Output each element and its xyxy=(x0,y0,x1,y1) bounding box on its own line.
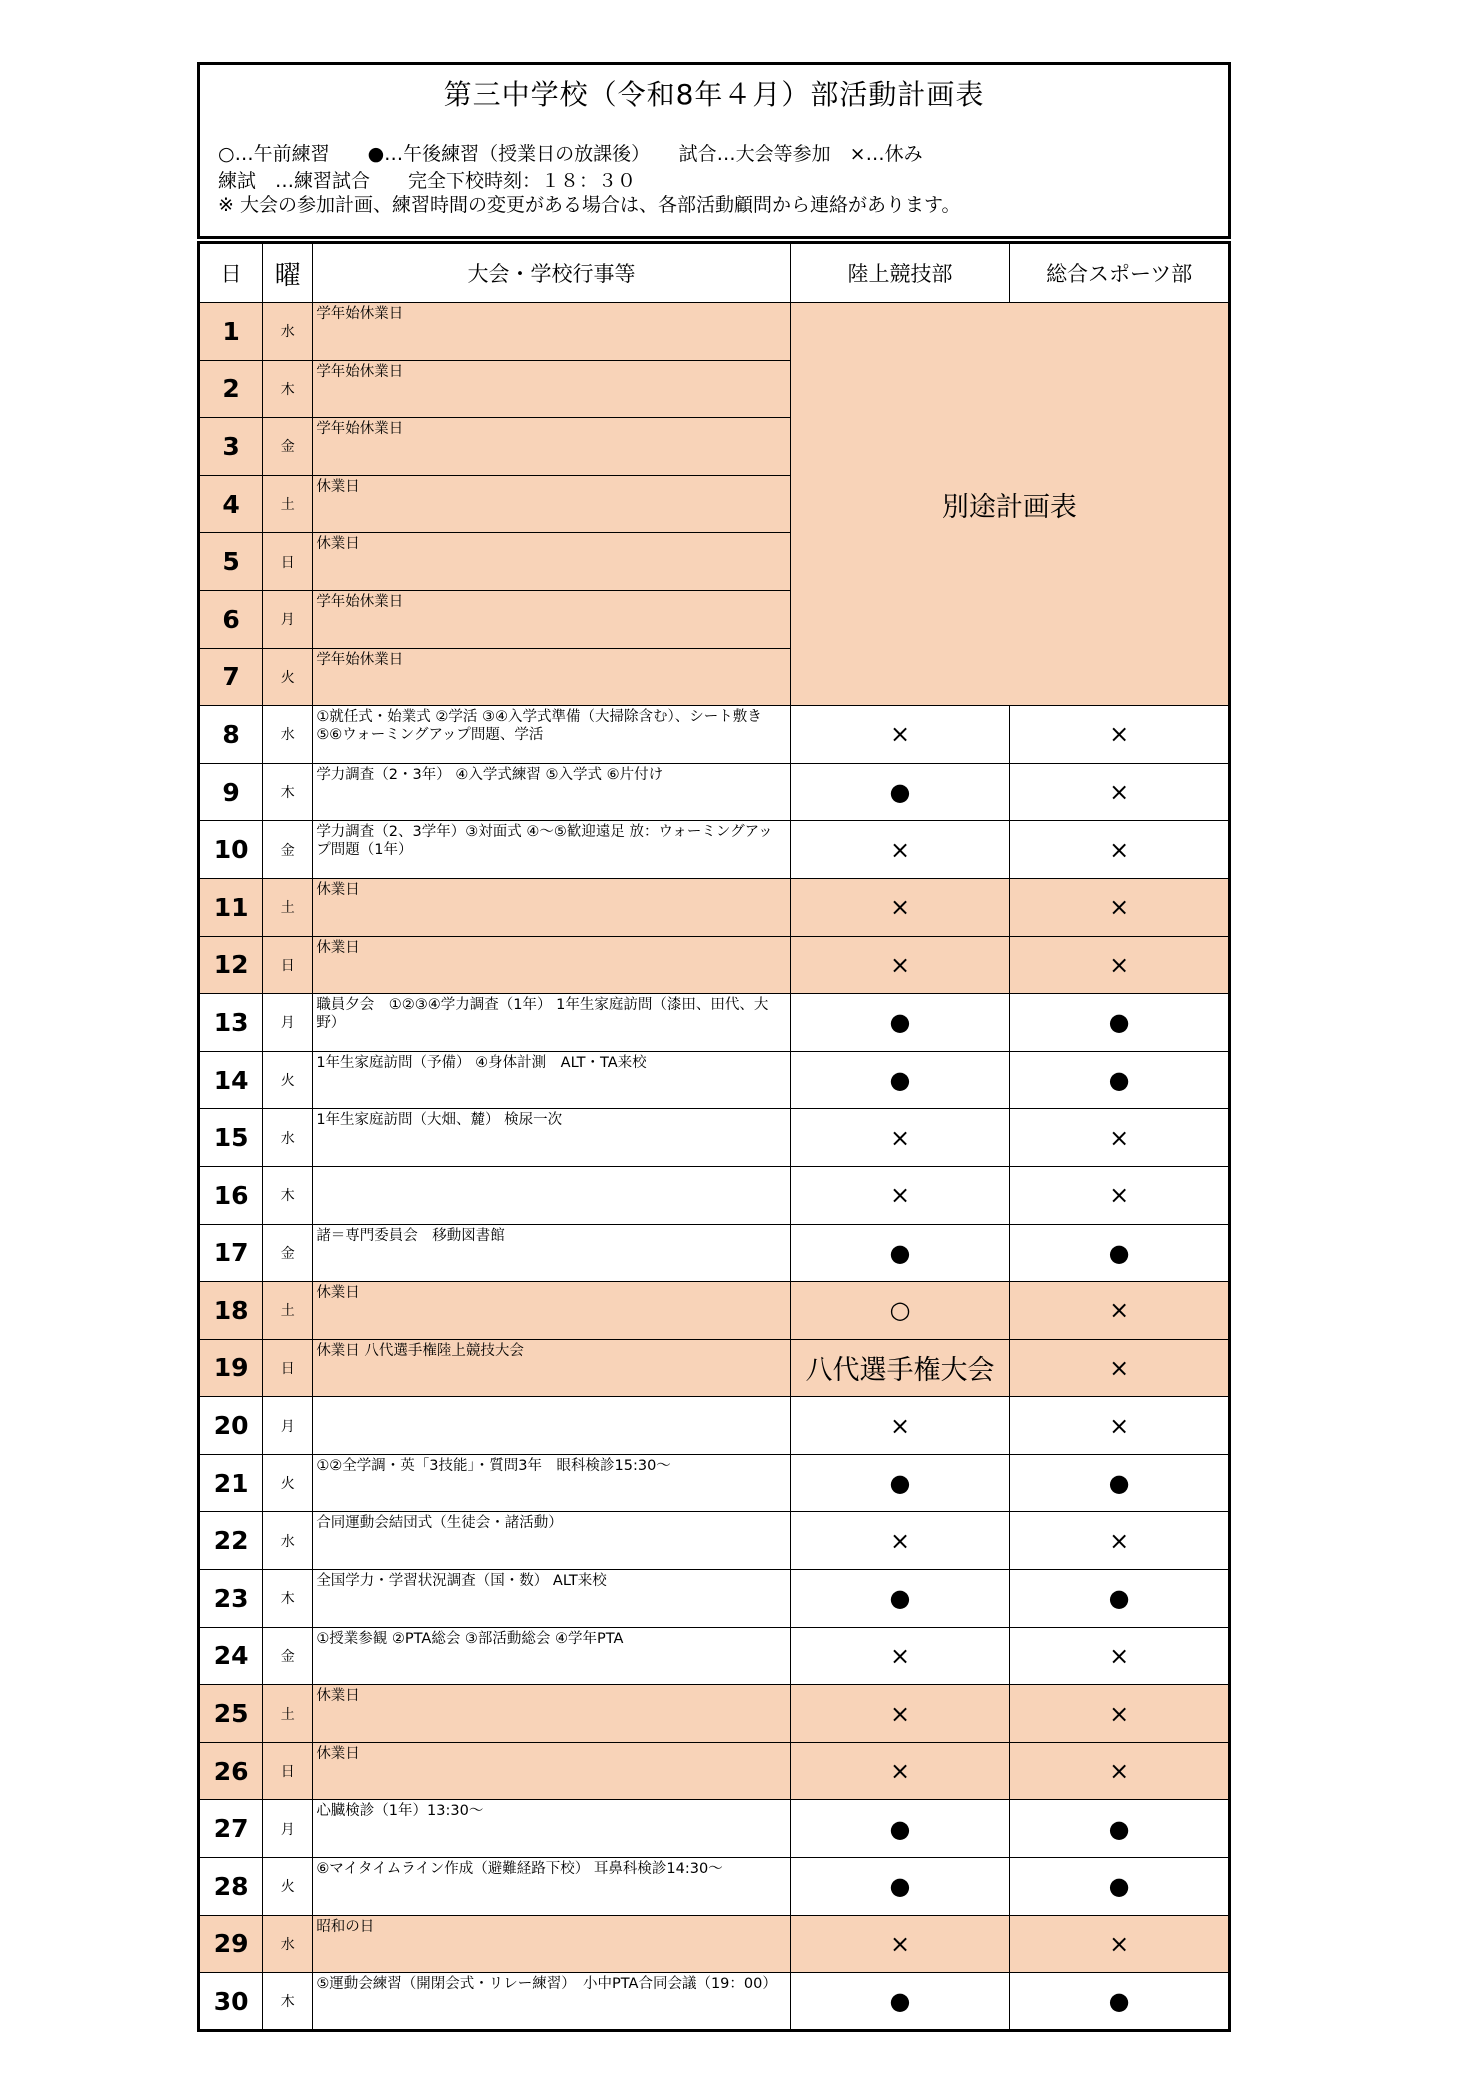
sports-club-status: × xyxy=(1010,1339,1230,1397)
event-cell: 1年生家庭訪問（予備） ④身体計測 ALT・TA来校 xyxy=(313,1051,790,1109)
table-row xyxy=(199,936,1230,994)
track-club-status: 八代選手権大会 xyxy=(790,1339,1010,1397)
header-box xyxy=(197,62,1231,239)
event-cell: 学年始休業日 xyxy=(313,648,790,706)
day-cell: 21 xyxy=(199,1454,263,1512)
sports-club-status: × xyxy=(1010,763,1230,821)
sports-club-status: × xyxy=(1010,878,1230,936)
table-row xyxy=(199,1858,1230,1916)
sports-club-status: ● xyxy=(1010,1800,1230,1858)
day-cell: 2 xyxy=(199,360,263,418)
day-cell: 28 xyxy=(199,1858,263,1916)
event-cell: 昭和の日 xyxy=(313,1915,790,1973)
day-cell: 15 xyxy=(199,1109,263,1167)
track-club-status: × xyxy=(790,1742,1010,1800)
track-club-status: ● xyxy=(790,1800,1010,1858)
track-club-status: × xyxy=(790,821,1010,879)
track-club-status: ● xyxy=(790,1454,1010,1512)
day-cell: 8 xyxy=(199,706,263,764)
header-day: 日 xyxy=(199,243,263,303)
sports-club-status: ● xyxy=(1010,994,1230,1052)
sports-club-status: × xyxy=(1010,1397,1230,1455)
sports-club-status: × xyxy=(1010,1166,1230,1224)
table-row xyxy=(199,1339,1230,1397)
weekday-cell: 日 xyxy=(263,533,313,591)
day-cell: 26 xyxy=(199,1742,263,1800)
weekday-cell: 火 xyxy=(263,648,313,706)
track-club-status: ● xyxy=(790,763,1010,821)
day-cell: 10 xyxy=(199,821,263,879)
track-club-status: ● xyxy=(790,1570,1010,1628)
event-cell: 心臓検診（1年）13:30～ xyxy=(313,1800,790,1858)
event-cell: 全国学力・学習状況調査（国・数） ALT来校 xyxy=(313,1570,790,1628)
weekday-cell: 日 xyxy=(263,1742,313,1800)
sports-club-status: × xyxy=(1010,1627,1230,1685)
event-cell: 休業日 xyxy=(313,1742,790,1800)
sports-club-status: × xyxy=(1010,936,1230,994)
table-row xyxy=(199,303,1230,361)
event-cell: ①授業参観 ②PTA総会 ③部活動総会 ④学年PTA xyxy=(313,1627,790,1685)
table-row xyxy=(199,1800,1230,1858)
table-row xyxy=(199,1397,1230,1455)
event-cell: 諸＝専門委員会 移動図書館 xyxy=(313,1224,790,1282)
day-cell: 20 xyxy=(199,1397,263,1455)
weekday-cell: 木 xyxy=(263,1570,313,1628)
header-events: 大会・学校行事等 xyxy=(313,243,790,303)
day-cell: 30 xyxy=(199,1973,263,2031)
weekday-cell: 水 xyxy=(263,706,313,764)
weekday-cell: 木 xyxy=(263,1973,313,2031)
weekday-cell: 土 xyxy=(263,878,313,936)
legend-line-2: 練試 …練習試合 完全下校時刻：１８：３０ xyxy=(218,170,637,192)
track-club-status: ● xyxy=(790,1973,1010,2031)
weekday-cell: 水 xyxy=(263,303,313,361)
weekday-cell: 水 xyxy=(263,1915,313,1973)
sports-club-status: × xyxy=(1010,1915,1230,1973)
header-club-sports: 総合スポーツ部 xyxy=(1010,243,1230,303)
event-cell: ⑥マイタイムライン作成（避難経路下校） 耳鼻科検診14:30～ xyxy=(313,1858,790,1916)
day-cell: 11 xyxy=(199,878,263,936)
table-row xyxy=(199,1166,1230,1224)
track-club-status: × xyxy=(790,1109,1010,1167)
table-row xyxy=(199,1973,1230,2031)
day-cell: 27 xyxy=(199,1800,263,1858)
day-cell: 16 xyxy=(199,1166,263,1224)
day-cell: 19 xyxy=(199,1339,263,1397)
day-cell: 5 xyxy=(199,533,263,591)
sports-club-status: ● xyxy=(1010,1570,1230,1628)
track-club-status: ● xyxy=(790,1051,1010,1109)
day-cell: 29 xyxy=(199,1915,263,1973)
sports-club-status: × xyxy=(1010,1512,1230,1570)
weekday-cell: 月 xyxy=(263,1397,313,1455)
table-header-row xyxy=(199,243,1230,303)
event-cell: 学年始休業日 xyxy=(313,418,790,476)
day-cell: 6 xyxy=(199,590,263,648)
day-cell: 1 xyxy=(199,303,263,361)
sports-club-status: × xyxy=(1010,1685,1230,1743)
table-row xyxy=(199,763,1230,821)
event-cell: 学年始休業日 xyxy=(313,360,790,418)
schedule-table xyxy=(197,241,1231,2032)
weekday-cell: 木 xyxy=(263,1166,313,1224)
header-weekday: 曜 xyxy=(263,243,313,303)
sports-club-status: ● xyxy=(1010,1858,1230,1916)
weekday-cell: 水 xyxy=(263,1512,313,1570)
day-cell: 13 xyxy=(199,994,263,1052)
plan-sheet xyxy=(197,62,1231,2032)
table-row xyxy=(199,821,1230,879)
weekday-cell: 金 xyxy=(263,1627,313,1685)
day-cell: 3 xyxy=(199,418,263,476)
event-cell: 休業日 xyxy=(313,1685,790,1743)
page-title: 第三中学校（令和8年４月）部活動計画表 xyxy=(443,78,985,111)
table-row xyxy=(199,1915,1230,1973)
weekday-cell: 日 xyxy=(263,1339,313,1397)
track-club-status: × xyxy=(790,1685,1010,1743)
table-row xyxy=(199,1282,1230,1340)
table-row xyxy=(199,1627,1230,1685)
day-cell: 18 xyxy=(199,1282,263,1340)
event-cell: 職員夕会 ①②③④学力調査（1年） 1年生家庭訪問（漆田、田代、大野） xyxy=(313,994,790,1052)
event-cell: 休業日 八代選手権陸上競技大会 xyxy=(313,1339,790,1397)
event-cell: 学年始休業日 xyxy=(313,303,790,361)
sports-club-status: ● xyxy=(1010,1454,1230,1512)
table-row xyxy=(199,1570,1230,1628)
legend-line-1: ○…午前練習 ●…午後練習（授業日の放課後） 試合…大会等参加 ×…休み xyxy=(218,143,923,165)
table-row xyxy=(199,1454,1230,1512)
header-club-track: 陸上競技部 xyxy=(790,243,1010,303)
event-cell: 学年始休業日 xyxy=(313,590,790,648)
event-cell: 休業日 xyxy=(313,1282,790,1340)
event-cell: 休業日 xyxy=(313,533,790,591)
weekday-cell: 月 xyxy=(263,590,313,648)
weekday-cell: 火 xyxy=(263,1051,313,1109)
weekday-cell: 木 xyxy=(263,763,313,821)
sports-club-status: × xyxy=(1010,821,1230,879)
sports-club-status: ● xyxy=(1010,1973,1230,2031)
event-cell: ①就任式・始業式 ②学活 ③④入学式準備（大掃除含む）、シート敷き ⑤⑥ウォーミングアップ問題、学活 xyxy=(313,706,790,764)
separate-plan-note: 別途計画表 xyxy=(790,303,1229,706)
event-cell: 学力調査（2・3年） ④入学式練習 ⑤入学式 ⑥片付け xyxy=(313,763,790,821)
track-club-status: × xyxy=(790,1166,1010,1224)
day-cell: 12 xyxy=(199,936,263,994)
weekday-cell: 土 xyxy=(263,475,313,533)
day-cell: 24 xyxy=(199,1627,263,1685)
event-cell xyxy=(313,1397,790,1455)
day-cell: 14 xyxy=(199,1051,263,1109)
track-club-status: × xyxy=(790,706,1010,764)
sports-club-status: ● xyxy=(1010,1224,1230,1282)
weekday-cell: 土 xyxy=(263,1282,313,1340)
weekday-cell: 土 xyxy=(263,1685,313,1743)
sports-club-status: × xyxy=(1010,1109,1230,1167)
table-row xyxy=(199,1742,1230,1800)
track-club-status: ● xyxy=(790,1224,1010,1282)
weekday-cell: 月 xyxy=(263,1800,313,1858)
sports-club-status: ● xyxy=(1010,1051,1230,1109)
track-club-status: × xyxy=(790,878,1010,936)
weekday-cell: 金 xyxy=(263,821,313,879)
weekday-cell: 金 xyxy=(263,1224,313,1282)
day-cell: 17 xyxy=(199,1224,263,1282)
sports-club-status: × xyxy=(1010,1742,1230,1800)
weekday-cell: 日 xyxy=(263,936,313,994)
event-cell: 1年生家庭訪問（大畑、麓） 検尿一次 xyxy=(313,1109,790,1167)
weekday-cell: 火 xyxy=(263,1858,313,1916)
table-row xyxy=(199,878,1230,936)
legend-line-3: ※ 大会の参加計画、練習時間の変更がある場合は、各部活動顧問から連絡があります。 xyxy=(218,194,961,216)
sports-club-status: × xyxy=(1010,706,1230,764)
table-row xyxy=(199,706,1230,764)
table-row xyxy=(199,1685,1230,1743)
weekday-cell: 水 xyxy=(263,1109,313,1167)
track-club-status: × xyxy=(790,1397,1010,1455)
event-cell: 学力調査（2、3学年）③対面式 ④～⑤歓迎遠足 放：ウォーミングアップ問題（1年） xyxy=(313,821,790,879)
event-cell: 合同運動会結団式（生徒会・諸活動） xyxy=(313,1512,790,1570)
track-club-status: × xyxy=(790,1627,1010,1685)
event-cell: 休業日 xyxy=(313,936,790,994)
day-cell: 7 xyxy=(199,648,263,706)
day-cell: 23 xyxy=(199,1570,263,1628)
event-cell xyxy=(313,1166,790,1224)
day-cell: 9 xyxy=(199,763,263,821)
event-cell: 休業日 xyxy=(313,878,790,936)
track-club-status: ● xyxy=(790,1858,1010,1916)
table-row xyxy=(199,1512,1230,1570)
track-club-status: × xyxy=(790,1915,1010,1973)
weekday-cell: 木 xyxy=(263,360,313,418)
table-row xyxy=(199,1051,1230,1109)
weekday-cell: 火 xyxy=(263,1454,313,1512)
track-club-status: × xyxy=(790,936,1010,994)
event-cell: 休業日 xyxy=(313,475,790,533)
track-club-status: × xyxy=(790,1512,1010,1570)
event-cell: ①②全学調・英「3技能」・質問3年 眼科検診15:30～ xyxy=(313,1454,790,1512)
track-club-status: ● xyxy=(790,994,1010,1052)
sports-club-status: × xyxy=(1010,1282,1230,1340)
table-row xyxy=(199,994,1230,1052)
weekday-cell: 月 xyxy=(263,994,313,1052)
weekday-cell: 金 xyxy=(263,418,313,476)
table-row xyxy=(199,1109,1230,1167)
table-row xyxy=(199,1224,1230,1282)
day-cell: 25 xyxy=(199,1685,263,1743)
day-cell: 22 xyxy=(199,1512,263,1570)
track-club-status: ○ xyxy=(790,1282,1010,1340)
day-cell: 4 xyxy=(199,475,263,533)
event-cell: ⑤運動会練習（開閉会式・リレー練習） 小中PTA合同会議（19：00） xyxy=(313,1973,790,2031)
